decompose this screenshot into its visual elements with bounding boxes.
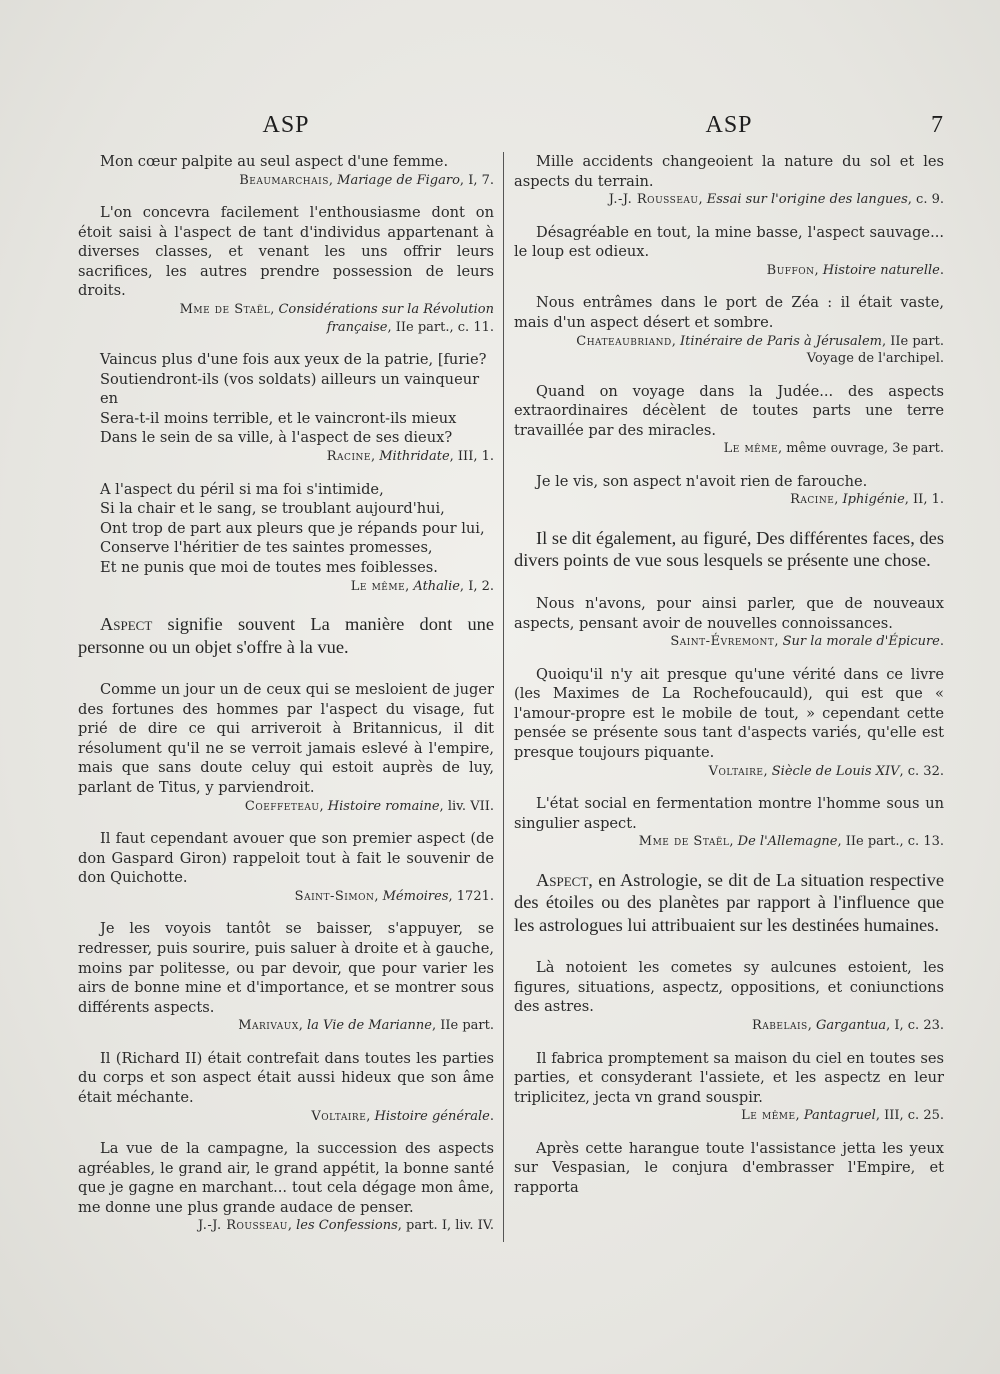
citation-work: De l'Allemagne bbox=[737, 834, 838, 850]
quotation-text: Il faut cependant avouer que son premier aspect (de don Gaspard Giron) rappeloit tout à fait le souvenir de don Quichotte. bbox=[78, 830, 494, 887]
quotation bbox=[78, 1049, 494, 1125]
quotation bbox=[514, 594, 944, 651]
citation: Rabelais, Gargantua, I, c. 23. bbox=[752, 1018, 944, 1034]
citation-ref: I, 2. bbox=[468, 578, 494, 594]
verse-line: Sera-t-il moins terrible, et le vaincront-ils mieux bbox=[100, 409, 457, 427]
citation-ref: IIe part., c. 11. bbox=[395, 319, 494, 335]
definition-headword: Aspect bbox=[536, 869, 589, 890]
citation-work: la Vie de Marianne bbox=[307, 1018, 432, 1034]
quotation bbox=[514, 223, 944, 280]
verse-quotation bbox=[78, 350, 494, 465]
right-running-head bbox=[514, 112, 944, 152]
citation-work: Sur la morale d'Épicure bbox=[782, 634, 940, 650]
quotation bbox=[78, 152, 494, 189]
citation-ref: I, 7. bbox=[468, 172, 494, 188]
quotation bbox=[514, 1139, 944, 1198]
citation-author: Buffon bbox=[766, 262, 815, 278]
citation-ref: III, c. 25. bbox=[884, 1108, 944, 1124]
citation-ref: II, 1. bbox=[913, 492, 944, 508]
citation-author: Voltaire bbox=[311, 1108, 367, 1124]
citation: Saint-Évremont, Sur la morale d'Épicure. bbox=[670, 634, 944, 650]
citation-author: Le même bbox=[741, 1108, 796, 1124]
quotation-text: L'on concevra facilement l'enthousiasme dont on étoit saisi à l'aspect de tant d'individus appartenant à diverses classes, et venant les uns offrir leurs sacrifices, les autres prendre possession de leurs droits. bbox=[78, 204, 494, 300]
quotation-text: Je le vis, son aspect n'avoit rien de farouche. bbox=[536, 472, 868, 490]
quotation-text: Quand on voyage dans la Judée... des aspects extraordinaires décèlent de toutes parts une terre travaillée par des miracles. bbox=[514, 382, 944, 439]
citation-work: les Confessions bbox=[296, 1218, 398, 1234]
citation-ref: IIe part. bbox=[440, 1018, 494, 1034]
verse-line: Conserve l'héritier de tes saintes promesses, bbox=[100, 539, 433, 557]
citation-work: Histoire naturelle bbox=[822, 262, 940, 278]
citation-author: Saint-Évremont bbox=[670, 634, 775, 650]
citation-work: Itinéraire de Paris à Jérusalem bbox=[680, 333, 882, 349]
verse-line: Vaincus plus d'une fois aux yeux de la patrie, [furie? bbox=[100, 351, 487, 369]
quotation bbox=[514, 958, 944, 1034]
verse-lines bbox=[78, 350, 494, 448]
quotation bbox=[514, 293, 944, 367]
verse-quotation bbox=[78, 480, 494, 595]
quotation-text: Comme un jour un de ceux qui se mesloient de juger des fortunes des hommes par l'aspect du visage, fut prié de dire ce qui arriveroit à Britannicus, il dit résolument qu'il ne se verroit jamais eslevé à l'empire, mais que sans doute celuy qui estoit auprès de luy, parlant de Titus, y parviendroit. bbox=[78, 681, 494, 796]
right-column bbox=[514, 112, 944, 1212]
citation-ref: part. I, liv. IV. bbox=[406, 1218, 494, 1234]
quotation bbox=[78, 203, 494, 336]
left-head-title: ASP bbox=[262, 112, 310, 138]
left-running-head bbox=[78, 112, 494, 152]
quotation-text: La vue de la campagne, la succession des aspects agréables, le grand air, le grand appétit, la bonne santé que je gagne en marchant... tout cela dégage mon âme, me donne une plus grande audace de penser. bbox=[78, 1140, 494, 1216]
quotation-text: Mon cœur palpite au seul aspect d'une femme. bbox=[100, 153, 449, 170]
quotation-text: Je les voyois tantôt se baisser, s'appuyer, se redresser, puis sourire, puis saluer à droite et à gauche, moins par politesse, ou par devoir, que pour varier les airs de bonne mine et d'importance, et se montrer sous différents aspects. bbox=[78, 920, 494, 1016]
citation-ref: IIe part. Voyage de l'archipel. bbox=[806, 333, 944, 367]
citation-work: Mithridate bbox=[379, 449, 450, 465]
citation-author: J.-J. Rousseau bbox=[608, 192, 699, 208]
citation-ref: c. 9. bbox=[916, 192, 944, 208]
definition-paragraph bbox=[514, 527, 944, 572]
citation: Le même, même ouvrage, 3e part. bbox=[723, 441, 944, 457]
citation-author: Voltaire bbox=[708, 763, 764, 779]
definition-text: Il se dit également, au figuré, Des différentes faces, des divers points de vue sous lesquels se présente une chose. bbox=[514, 527, 944, 571]
verse-line: Soutiendront-ils (vos soldats) ailleurs un vainqueur en bbox=[100, 370, 480, 408]
citation-ref: . bbox=[939, 262, 944, 278]
citation: Le même, Pantagruel, III, c. 25. bbox=[741, 1108, 944, 1124]
verse-line: A l'aspect du péril si ma foi s'intimide, bbox=[100, 480, 384, 498]
citation: Mme de Staël, Considérations sur la Révolution française, IIe part., c. 11. bbox=[179, 302, 494, 335]
quotation bbox=[514, 665, 944, 780]
citation: Le même, Athalie, I, 2. bbox=[350, 578, 494, 594]
citation-author: Saint-Simon bbox=[294, 888, 375, 904]
quotation-text: Quoiqu'il n'y ait presque qu'une vérité dans ce livre (les Maximes de La Rochefoucauld), qui est que « l'amour-propre est le mobile de tout, » cependant cette pensée se présente sous tant d'aspects variés, qu'elle est presque toujours piquante. bbox=[514, 665, 944, 761]
citation-work: Histoire générale bbox=[374, 1108, 490, 1124]
citation-work: Pantagruel bbox=[803, 1108, 876, 1124]
citation-author: J.-J. Rousseau bbox=[198, 1218, 288, 1234]
citation-author: Marivaux bbox=[238, 1018, 299, 1034]
quotation bbox=[514, 794, 944, 851]
quotation bbox=[78, 919, 494, 1034]
citation-work: Mémoires bbox=[382, 888, 449, 904]
citation-ref: liv. VII. bbox=[447, 798, 494, 814]
column-divider bbox=[503, 152, 504, 1242]
verse-lines bbox=[78, 480, 494, 578]
verse-line: Dans le sein de sa ville, à l'aspect de ses dieux? bbox=[100, 429, 453, 447]
citation-work: Gargantua bbox=[815, 1018, 887, 1034]
definition-text: signifie souvent La manière dont une personne ou un objet s'offre à la vue. bbox=[78, 614, 494, 657]
citation-ref: c. 32. bbox=[907, 763, 944, 779]
citation: Buffon, Histoire naturelle. bbox=[766, 262, 944, 278]
citation: Beaumarchais, Mariage de Figaro, I, 7. bbox=[239, 172, 494, 188]
citation: Racine, Iphigénie, II, 1. bbox=[790, 492, 944, 508]
definition-paragraph bbox=[514, 869, 944, 937]
citation: Mme de Staël, De l'Allemagne, IIe part., c. 13. bbox=[638, 834, 944, 850]
citation: Voltaire, Siècle de Louis XIV, c. 32. bbox=[708, 763, 944, 779]
verse-line: Si la chair et le sang, se troublant aujourd'hui, bbox=[100, 500, 445, 518]
citation-ref: . bbox=[489, 1108, 494, 1124]
citation-author: Beaumarchais bbox=[239, 172, 329, 188]
citation-author: Mme de Staël bbox=[179, 302, 271, 318]
citation-author: Mme de Staël bbox=[638, 834, 730, 850]
quotation bbox=[78, 1139, 494, 1235]
citation-work: Siècle de Louis XIV bbox=[771, 763, 900, 779]
citation-author: Coeffeteau bbox=[244, 798, 320, 814]
quotation bbox=[78, 680, 494, 815]
right-head-title: ASP bbox=[705, 112, 753, 138]
left-column bbox=[78, 112, 494, 1249]
citation-ref: . bbox=[939, 634, 944, 650]
citation: Coeffeteau, Histoire romaine, liv. VII. bbox=[244, 798, 494, 814]
quotation-text: Nous n'avons, pour ainsi parler, que de nouveaux aspects, pensant avoir de nouvelles connoissances. bbox=[514, 594, 944, 632]
citation-ref: III, 1. bbox=[457, 449, 494, 465]
left-column-body bbox=[78, 152, 494, 1235]
citation: Voltaire, Histoire générale. bbox=[311, 1108, 494, 1124]
quotation bbox=[514, 1049, 944, 1125]
citation-ref: IIe part., c. 13. bbox=[845, 834, 944, 850]
quotation bbox=[514, 152, 944, 209]
citation-work: Considérations sur la Révolution française bbox=[278, 302, 494, 335]
citation-author: Le même bbox=[723, 441, 779, 457]
citation-author: Chateaubriand bbox=[576, 333, 672, 349]
citation-work: Mariage de Figaro bbox=[337, 172, 460, 188]
citation-author: Racine bbox=[790, 492, 835, 508]
right-column-body bbox=[514, 152, 944, 1198]
quotation bbox=[514, 382, 944, 458]
citation-author: Racine bbox=[326, 449, 371, 465]
citation: Racine, Mithridate, III, 1. bbox=[326, 449, 494, 465]
citation-ref: I, c. 23. bbox=[894, 1018, 944, 1034]
quotation-text: Il (Richard II) était contrefait dans toutes les parties du corps et son aspect était aussi hideux que son âme était méchante. bbox=[78, 1049, 494, 1106]
quotation bbox=[514, 472, 944, 509]
citation: Marivaux, la Vie de Marianne, IIe part. bbox=[238, 1018, 494, 1034]
quotation-text: Mille accidents changeoient la nature du sol et les aspects du terrain. bbox=[514, 153, 944, 190]
citation: J.-J. Rousseau, les Confessions, part. I, liv. IV. bbox=[198, 1218, 494, 1234]
page-number: 7 bbox=[931, 112, 944, 138]
verse-line: Ont trop de part aux pleurs que je répands pour lui, bbox=[100, 519, 485, 537]
definition-headword: Aspect bbox=[100, 614, 153, 634]
citation-author: Le même bbox=[350, 578, 406, 594]
citation-work: Histoire romaine bbox=[327, 798, 440, 814]
quotation-text: Il fabrica promptement sa maison du ciel en toutes ses parties, et consyderant l'assiete, et les aspectz en leur triplicitez, jecta vn grand souspir. bbox=[514, 1049, 944, 1106]
citation: Chateaubriand, Itinéraire de Paris à Jérusalem, IIe part. Voyage de l'archipel. bbox=[576, 333, 944, 367]
verse-line: Et ne punis que moi de toutes mes foiblesses. bbox=[100, 558, 438, 576]
citation: Saint-Simon, Mémoires, 1721. bbox=[294, 888, 494, 904]
citation-work: Iphigénie bbox=[842, 492, 905, 508]
citation-ref: 1721. bbox=[456, 888, 494, 904]
citation-ref: même ouvrage, 3e part. bbox=[786, 441, 944, 457]
quotation-text: Après cette harangue toute l'assistance jetta les yeux sur Vespasian, le conjura d'embrasser l'Empire, et rapporta bbox=[514, 1139, 944, 1197]
citation-author: Rabelais bbox=[752, 1018, 808, 1034]
quotation-text: L'état social en fermentation montre l'homme sous un singulier aspect. bbox=[514, 795, 944, 832]
definition-paragraph bbox=[78, 613, 494, 658]
quotation bbox=[78, 829, 494, 905]
citation: J.-J. Rousseau, Essai sur l'origine des langues, c. 9. bbox=[608, 192, 944, 208]
citation-work: Athalie bbox=[413, 578, 460, 594]
quotation-text: Nous entrâmes dans le port de Zéa : il était vaste, mais d'un aspect désert et sombre. bbox=[514, 294, 944, 331]
definition-text: , en Astrologie, se dit de La situation respective des étoiles ou des planètes par rapport à l'influence que les astrologues lui attribuaient sur les destinées humaines. bbox=[514, 869, 944, 935]
quotation-text: Là notoient les cometes sy aulcunes estoient, les figures, situations, aspectz, oppositions, et coniunctions des astres. bbox=[514, 959, 944, 1016]
citation-work: Essai sur l'origine des langues bbox=[706, 192, 908, 208]
quotation-text: Désagréable en tout, la mine basse, l'aspect sauvage... le loup est odieux. bbox=[514, 223, 944, 261]
